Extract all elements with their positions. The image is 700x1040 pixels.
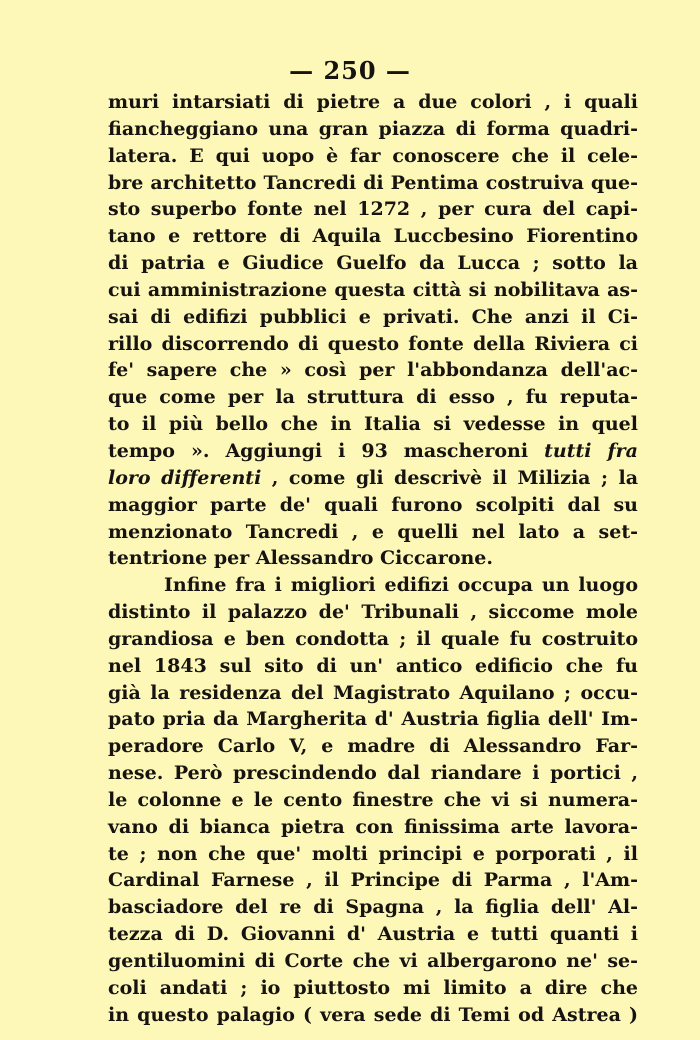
body-text [108,89,638,1029]
text-line: nese. Però prescindendo dal riandare i portici , [108,762,638,785]
text-line: di patria e Giudice Guelfo da Lucca ; sotto la [108,252,638,275]
text-line: coli andati ; io piuttosto mi limito a dire che [108,976,638,999]
text-line: vano di bianca pietra con finissima arte lavora- [108,815,638,838]
text-line: cui amministrazione questa città si nobilitava as- [108,278,638,301]
text-line: tempo ». Aggiungi i 93 mascheroni tutti fra [108,439,638,462]
text-line: que come per la struttura di esso , fu reputa- [108,386,638,409]
text-line: già la residenza del Magistrato Aquilano ; occu- [108,681,638,704]
italic-phrase: tutti fra [544,439,638,462]
text-line: tentrione per Alessandro Ciccarone. [108,547,494,570]
text-line: tezza di D. Giovanni d' Austria e tutti quanti i [108,923,638,946]
text-line: to il più bello che in Italia si vedesse in quel [108,413,638,436]
text-line: muri intarsiati di pietre a due colori , i quali [108,91,638,113]
text-line: te ; non che que' molti principi e porporati , il [108,842,638,865]
text-line: latera. E qui uopo è far conoscere che il cele- [108,144,638,167]
text-line: distinto il palazzo de' Tribunali , siccome mole [108,601,638,624]
text-line: maggior parte de' quali furono scolpiti dal su [108,493,638,516]
text-line: peradore Carlo V, e madre di Alessandro Far- [108,735,638,758]
text-line: gentiluomini di Corte che vi albergarono ne' se- [108,950,638,972]
text-line: loro differenti , come gli descrivè il Milizia ; la [108,466,639,489]
text-line: fiancheggiano una gran piazza di forma quadri- [108,117,638,140]
text-line: sai di edifizi pubblici e privati. Che anzi il Ci- [108,305,638,328]
text-line: tano e rettore di Aquila Luccbesino Fiorentino [108,225,638,248]
text-line: basciadore del re di Spagna , la figlia dell' Al- [108,896,638,919]
text-line: pato pria da Margherita d' Austria figlia dell' Im- [108,708,638,731]
text-line: Cardinal Farnese , il Principe di Parma , l'Am- [108,869,638,892]
text-line: Infine fra i migliori edifizi occupa un luogo [164,574,638,597]
italic-phrase: loro differenti [108,466,262,489]
text-line: in questo palagio ( vera sede di Temi od Astrea ) [108,1003,638,1026]
text-line: nel 1843 sul sito di un' antico edificio che fu [108,654,638,677]
text-line: menzionato Tancredi , e quelli nel lato a set- [108,520,638,543]
page-number: — 250 — [289,56,411,85]
text-line: sto superbo fonte nel 1272 , per cura del capi- [108,198,638,221]
text-line: rillo discorrendo di questo fonte della Riviera ci [108,332,638,355]
text-line: grandiosa e ben condotta ; il quale fu costruito [108,627,638,650]
text-line: bre architetto Tancredi di Pentima costruiva que- [108,171,638,194]
text-line: fe' sapere che » così per l'abbondanza dell'ac- [108,359,638,382]
text-line: le colonne e le cento finestre che vi si numera- [108,788,638,811]
